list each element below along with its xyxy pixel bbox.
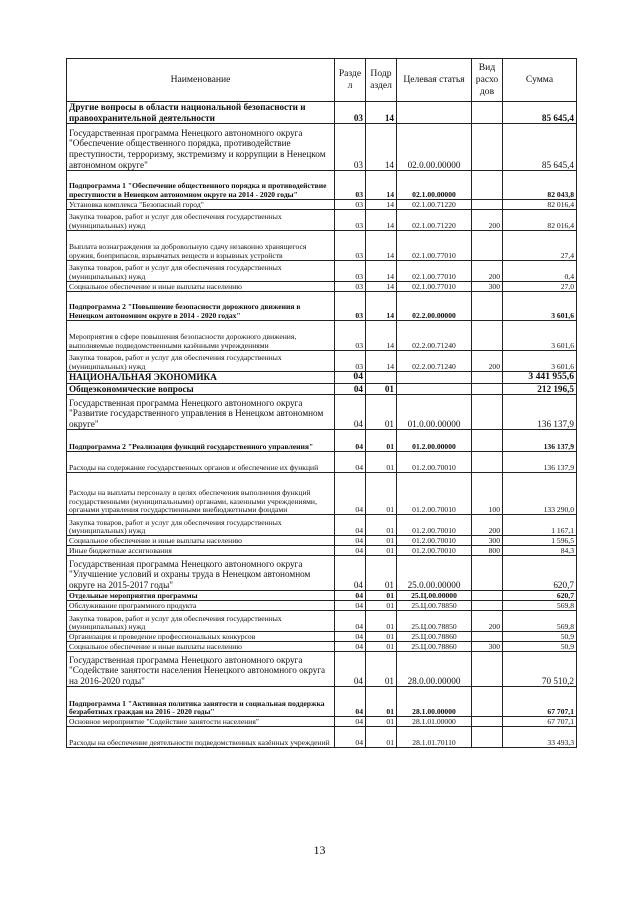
cell-name: Закупка товаров, работ и услуг для обеспечения государственных (муниципальных) нужд <box>67 210 335 231</box>
cell-vid: 300 <box>472 282 503 292</box>
cell-vid: 200 <box>472 351 503 372</box>
cell-razdel: 04 <box>335 383 366 395</box>
cell-razdel: 03 <box>335 124 366 171</box>
cell-vid <box>472 102 503 124</box>
table-row <box>67 200 577 210</box>
cell-sum: 620,7 <box>503 591 577 601</box>
cell-razdel: 03 <box>335 282 366 292</box>
cell-name: Социальное обеспечение и иные выплаты населению <box>67 642 335 652</box>
cell-name: Установка комплекса "Безопасный город" <box>67 200 335 210</box>
cell-razdel: 03 <box>335 102 366 124</box>
cell-target: 25.Ц.00.00000 <box>397 591 472 601</box>
cell-name: Организация и проведение профессиональных конкурсов <box>67 632 335 642</box>
cell-vid: 200 <box>472 515 503 536</box>
cell-razdel: 04 <box>335 536 366 546</box>
cell-sum: 84,3 <box>503 546 577 556</box>
cell-sum: 1 596,5 <box>503 536 577 546</box>
cell-podrazdel: 01 <box>366 611 397 632</box>
cell-sum: 569,8 <box>503 601 577 611</box>
cell-target: 02.1.00.77010 <box>397 231 472 261</box>
cell-name: Подпрограмма 2 "Повышение безопасности дорожного движения в Ненецком автономном округе в 2014 - 2020 годах" <box>67 292 335 321</box>
cell-sum: 70 510,2 <box>503 652 577 687</box>
cell-name: Закупка товаров, работ и услуг для обеспечения государственных (муниципальных) нужд <box>67 351 335 372</box>
cell-target: 25.Ц.00.78860 <box>397 642 472 652</box>
cell-vid <box>472 395 503 430</box>
cell-vid <box>472 430 503 452</box>
cell-razdel: 03 <box>335 231 366 261</box>
table-row <box>67 632 577 642</box>
cell-vid <box>472 200 503 210</box>
cell-vid <box>472 321 503 351</box>
table-row <box>67 717 577 727</box>
cell-sum: 3 441 955,6 <box>503 372 577 384</box>
cell-target: 01.2.00.70010 <box>397 473 472 515</box>
cell-target <box>397 372 472 384</box>
cell-name: Подпрограмма 1 "Активная политика занятости и социальная поддержка безработных граждан на 2016 - 2020 годы" <box>67 687 335 717</box>
cell-razdel: 03 <box>335 261 366 282</box>
cell-target: 02.1.00.00000 <box>397 171 472 200</box>
cell-podrazdel: 01 <box>366 727 397 748</box>
cell-podrazdel: 14 <box>366 171 397 200</box>
cell-sum: 50,9 <box>503 642 577 652</box>
cell-vid: 200 <box>472 210 503 231</box>
cell-name: Расходы на содержание государственных органов и обеспечение их функций <box>67 452 335 473</box>
table-header-row <box>67 59 577 102</box>
cell-podrazdel: 01 <box>366 383 397 395</box>
cell-name: Закупка товаров, работ и услуг для обеспечения государственных (муниципальных) нужд <box>67 261 335 282</box>
cell-target: 02.1.00.71220 <box>397 210 472 231</box>
table-row <box>67 536 577 546</box>
cell-razdel: 04 <box>335 515 366 536</box>
cell-name: Государственная программа Ненецкого автономного округа "Развитие государственного управления в Ненецком автономном округе" <box>67 395 335 430</box>
cell-razdel: 04 <box>335 642 366 652</box>
cell-vid <box>472 632 503 642</box>
cell-name: Социальное обеспечение и иные выплаты населению <box>67 282 335 292</box>
cell-podrazdel: 01 <box>366 395 397 430</box>
cell-podrazdel: 14 <box>366 231 397 261</box>
cell-sum: 82 016,4 <box>503 210 577 231</box>
cell-podrazdel: 01 <box>366 717 397 727</box>
cell-name: Иные бюджетные ассигнования <box>67 546 335 556</box>
cell-sum: 136 137,9 <box>503 395 577 430</box>
cell-sum: 0,4 <box>503 261 577 282</box>
cell-vid <box>472 383 503 395</box>
cell-razdel: 03 <box>335 351 366 372</box>
cell-vid: 200 <box>472 611 503 632</box>
cell-razdel: 04 <box>335 601 366 611</box>
cell-name: Расходы на обеспечение деятельности подведомственных казённых учреждений <box>67 727 335 748</box>
cell-name: Мероприятия в сфере повышения безопасности дорожного движения, выполняемые подведомственными казёнными учреждениями <box>67 321 335 351</box>
cell-vid: 300 <box>472 642 503 652</box>
cell-sum: 85 645,4 <box>503 102 577 124</box>
cell-name: Расходы на выплаты персоналу в целях обеспечения выполнения функций государственными (муниципальными) органами, казенными учреждениями, органами управления государственными внебюджетными фондами <box>67 473 335 515</box>
cell-razdel: 03 <box>335 210 366 231</box>
cell-sum: 82 043,8 <box>503 171 577 200</box>
cell-sum: 67 707,1 <box>503 717 577 727</box>
cell-razdel: 04 <box>335 556 366 591</box>
cell-podrazdel: 01 <box>366 591 397 601</box>
cell-name: Государственная программа Ненецкого автономного округа "Обеспечение общественного порядка, противодействие преступности, терроризму, экстремизму и коррупции в Ненецком автономном округе" <box>67 124 335 171</box>
table-row <box>67 261 577 282</box>
table-row <box>67 546 577 556</box>
cell-sum: 67 707,1 <box>503 687 577 717</box>
cell-target: 01.2.00.00000 <box>397 430 472 452</box>
cell-razdel: 04 <box>335 727 366 748</box>
cell-razdel: 04 <box>335 632 366 642</box>
cell-vid <box>472 452 503 473</box>
table-row <box>67 601 577 611</box>
cell-name: Обслуживание программного продукта <box>67 601 335 611</box>
cell-razdel: 04 <box>335 452 366 473</box>
header-razdel: Разде л <box>335 59 366 102</box>
table-row <box>67 611 577 632</box>
cell-podrazdel: 01 <box>366 652 397 687</box>
cell-name: Подпрограмма 2 "Реализация функций государственного управления" <box>67 430 335 452</box>
cell-razdel: 04 <box>335 652 366 687</box>
cell-target: 02.2.00.71240 <box>397 321 472 351</box>
cell-podrazdel: 14 <box>366 261 397 282</box>
cell-target: 25.Ц.00.78860 <box>397 632 472 642</box>
budget-table-sheet <box>66 58 576 748</box>
table-row <box>67 652 577 687</box>
cell-name: Другие вопросы в области национальной безопасности и правоохранительной деятельности <box>67 102 335 124</box>
table-row <box>67 210 577 231</box>
table-body <box>67 102 577 748</box>
cell-target: 02.1.00.77010 <box>397 261 472 282</box>
cell-podrazdel: 01 <box>366 536 397 546</box>
table-row <box>67 642 577 652</box>
cell-target: 01.0.00.00000 <box>397 395 472 430</box>
cell-podrazdel: 14 <box>366 321 397 351</box>
cell-podrazdel: 14 <box>366 124 397 171</box>
table-row <box>67 430 577 452</box>
cell-razdel: 04 <box>335 591 366 601</box>
table-row <box>67 383 577 395</box>
cell-sum: 569,8 <box>503 611 577 632</box>
cell-vid: 200 <box>472 261 503 282</box>
table-row <box>67 372 577 384</box>
table-row <box>67 687 577 717</box>
cell-razdel: 04 <box>335 473 366 515</box>
cell-target: 25.Ц.00.78850 <box>397 601 472 611</box>
table-row <box>67 473 577 515</box>
table-row <box>67 124 577 171</box>
cell-target: 01.2.00.70010 <box>397 515 472 536</box>
cell-target: 28.1.01.70110 <box>397 727 472 748</box>
table-row <box>67 231 577 261</box>
cell-name: Отдельные мероприятия программы <box>67 591 335 601</box>
cell-podrazdel <box>366 372 397 384</box>
cell-sum: 136 137,9 <box>503 452 577 473</box>
cell-razdel: 04 <box>335 372 366 384</box>
cell-podrazdel: 14 <box>366 210 397 231</box>
budget-table <box>66 58 577 748</box>
header-target: Целевая статья <box>397 59 472 102</box>
cell-razdel: 03 <box>335 200 366 210</box>
cell-target: 28.1.01.00000 <box>397 717 472 727</box>
cell-sum: 3 601,6 <box>503 351 577 372</box>
cell-sum: 133 290,0 <box>503 473 577 515</box>
cell-razdel: 03 <box>335 171 366 200</box>
table-row <box>67 351 577 372</box>
cell-podrazdel: 01 <box>366 632 397 642</box>
table-row <box>67 556 577 591</box>
cell-podrazdel: 01 <box>366 430 397 452</box>
cell-razdel: 04 <box>335 430 366 452</box>
table-row <box>67 102 577 124</box>
cell-sum: 85 645,4 <box>503 124 577 171</box>
cell-vid: 800 <box>472 546 503 556</box>
cell-name: Основное мероприятие "Содействие занятости населения" <box>67 717 335 727</box>
cell-sum: 33 493,3 <box>503 727 577 748</box>
cell-podrazdel: 01 <box>366 515 397 536</box>
cell-target: 01.2.00.70010 <box>397 546 472 556</box>
cell-razdel: 04 <box>335 611 366 632</box>
cell-vid <box>472 687 503 717</box>
table-row <box>67 282 577 292</box>
table-row <box>67 727 577 748</box>
table-row <box>67 395 577 430</box>
header-sum: Сумма <box>503 59 577 102</box>
cell-vid <box>472 372 503 384</box>
cell-vid <box>472 124 503 171</box>
cell-name: Подпрограмма 1 "Обеспечение общественного порядка и противодействие преступности в Ненецком автономном округе на 2014 - 2020 годы" <box>67 171 335 200</box>
cell-sum: 27,4 <box>503 231 577 261</box>
cell-sum: 620,7 <box>503 556 577 591</box>
cell-name: Государственная программа Ненецкого автономного округа "Улучшение условий и охраны труда в Ненецком автономном округе на 2015-2017 годы" <box>67 556 335 591</box>
cell-vid <box>472 171 503 200</box>
cell-sum: 50,9 <box>503 632 577 642</box>
cell-podrazdel: 01 <box>366 556 397 591</box>
cell-podrazdel: 01 <box>366 546 397 556</box>
cell-sum: 3 601,6 <box>503 321 577 351</box>
cell-podrazdel: 01 <box>366 473 397 515</box>
cell-podrazdel: 01 <box>366 642 397 652</box>
cell-target: 25.0.00.00000 <box>397 556 472 591</box>
header-vid: Вид расхо дов <box>472 59 503 102</box>
cell-razdel: 04 <box>335 687 366 717</box>
cell-razdel: 04 <box>335 717 366 727</box>
cell-vid <box>472 727 503 748</box>
table-row <box>67 171 577 200</box>
cell-vid <box>472 292 503 321</box>
cell-podrazdel: 01 <box>366 687 397 717</box>
cell-podrazdel: 14 <box>366 351 397 372</box>
page-number: 13 <box>313 843 326 857</box>
header-name: Наименование <box>67 59 335 102</box>
cell-podrazdel: 14 <box>366 200 397 210</box>
cell-sum: 82 016,4 <box>503 200 577 210</box>
cell-name: Выплата вознаграждения за добровольную сдачу незаконно хранящегося оружия, боеприпасов, взрывчатых веществ и взрывных устройств <box>67 231 335 261</box>
cell-vid <box>472 231 503 261</box>
cell-name: Закупка товаров, работ и услуг для обеспечения государственных (муниципальных) нужд <box>67 515 335 536</box>
cell-target <box>397 383 472 395</box>
cell-podrazdel: 14 <box>366 102 397 124</box>
cell-target: 02.2.00.71240 <box>397 351 472 372</box>
table-row <box>67 321 577 351</box>
cell-razdel: 03 <box>335 321 366 351</box>
table-row <box>67 515 577 536</box>
table-row <box>67 591 577 601</box>
cell-sum: 1 167,1 <box>503 515 577 536</box>
cell-razdel: 03 <box>335 292 366 321</box>
cell-podrazdel: 14 <box>366 292 397 321</box>
cell-podrazdel: 14 <box>366 282 397 292</box>
cell-podrazdel: 01 <box>366 601 397 611</box>
cell-vid <box>472 717 503 727</box>
cell-razdel: 04 <box>335 546 366 556</box>
cell-sum: 212 196,5 <box>503 383 577 395</box>
table-row <box>67 452 577 473</box>
cell-vid <box>472 556 503 591</box>
table-row <box>67 292 577 321</box>
cell-podrazdel: 01 <box>366 452 397 473</box>
cell-razdel: 04 <box>335 395 366 430</box>
cell-name: НАЦИОНАЛЬНАЯ ЭКОНОМИКА <box>67 372 335 384</box>
cell-target: 01.2.00.70010 <box>397 452 472 473</box>
cell-vid: 100 <box>472 473 503 515</box>
cell-name: Государственная программа Ненецкого автономного округа "Содействие занятости населения Ненецкого автономного округа на 2016-2020 годы" <box>67 652 335 687</box>
cell-sum: 3 601,6 <box>503 292 577 321</box>
cell-target: 28.0.00.00000 <box>397 652 472 687</box>
cell-sum: 136 137,9 <box>503 430 577 452</box>
cell-target: 02.2.00.00000 <box>397 292 472 321</box>
cell-target: 25.Ц.00.78850 <box>397 611 472 632</box>
cell-vid: 300 <box>472 536 503 546</box>
cell-target: 02.1.00.77010 <box>397 282 472 292</box>
cell-vid <box>472 601 503 611</box>
cell-name: Закупка товаров, работ и услуг для обеспечения государственных (муниципальных) нужд <box>67 611 335 632</box>
header-podrazdel: Подр аздел <box>366 59 397 102</box>
cell-target: 28.1.00.00000 <box>397 687 472 717</box>
cell-vid <box>472 591 503 601</box>
cell-target <box>397 102 472 124</box>
cell-target: 01.2.00.70010 <box>397 536 472 546</box>
cell-vid <box>472 652 503 687</box>
cell-sum: 27,0 <box>503 282 577 292</box>
cell-name: Общеэкономические вопросы <box>67 383 335 395</box>
cell-target: 02.1.00.71220 <box>397 200 472 210</box>
cell-name: Социальное обеспечение и иные выплаты населению <box>67 536 335 546</box>
cell-target: 02.0.00.00000 <box>397 124 472 171</box>
